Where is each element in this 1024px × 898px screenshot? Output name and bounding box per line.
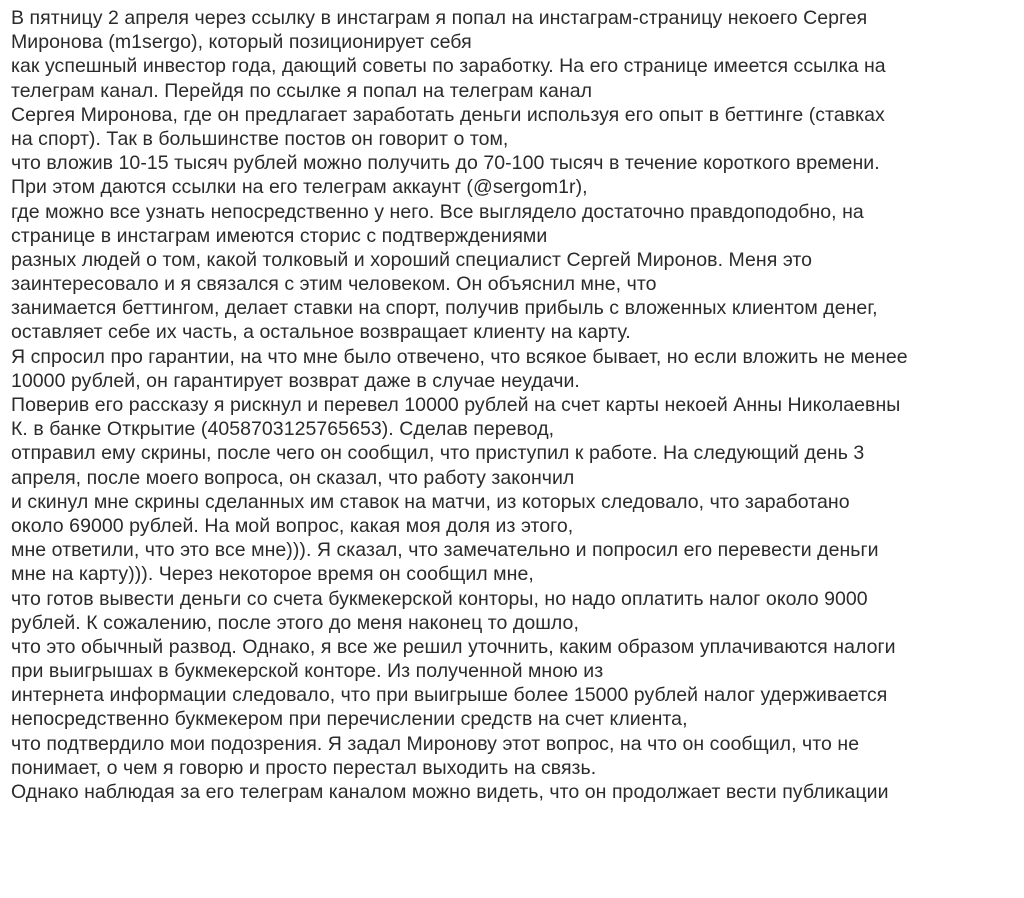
text-line: что вложив 10-15 тысяч рублей можно получить до 70-100 тысяч в течение короткого времени. <box>11 152 880 175</box>
text-line: Миронова (m1sergo), который позиционирует себя <box>11 31 472 54</box>
text-line: телеграм канал. Перейдя по ссылке я попал на телеграм канал <box>11 79 593 102</box>
text-line: интернета информации следовало, что при выигрыше более 15000 рублей налог удерживается <box>11 684 888 707</box>
text-line: Сергея Миронова, где он предлагает заработать деньги используя его опыт в беттинге (ставках <box>11 103 885 126</box>
text-line: где можно все узнать непосредственно у него. Все выглядело достаточно правдоподобно, на <box>11 200 864 223</box>
text-line: 10000 рублей, он гарантирует возврат даже в случае неудачи. <box>11 369 580 392</box>
text-line: Я спросил про гарантии, на что мне было отвечено, что всякое бывает, но если вложить не менее <box>11 345 908 368</box>
text-line: понимает, о чем я говорю и просто перестал выходить на связь. <box>11 756 597 779</box>
text-line: непосредственно букмекером при перечислении средств на счет клиента, <box>11 708 688 731</box>
text-line: рублей. К сожалению, после этого до меня наконец то дошло, <box>11 611 579 634</box>
text-line: Поверив его рассказу я рискнул и перевел 10000 рублей на счет карты некоей Анны Николаевны <box>11 394 901 416</box>
text-line: отправил ему скрины, после чего он сообщил, что приступил к работе. На следующий день 3 <box>11 442 865 465</box>
text-line: Однако наблюдая за его телеграм каналом можно видеть, что он продолжает вести публикации <box>11 781 889 803</box>
text-line: как успешный инвестор года, дающий советы по заработку. На его странице имеется ссылка на <box>11 55 886 78</box>
text-line: около 69000 рублей. На мой вопрос, какая моя доля из этого, <box>11 514 574 537</box>
text-line: мне ответили, что это все мне))). Я сказал, что замечательно и попросил его перевести деньги <box>11 539 879 562</box>
text-line: заинтересовало и я связался с этим человеком. Он объяснил мне, что <box>11 273 657 296</box>
text-line: странице в инстаграм имеются сторис с подтверждениями <box>11 224 548 247</box>
text-line: При этом даются ссылки на его телеграм аккаунт (@sergom1r), <box>11 176 588 199</box>
text-line: оставляет себе их часть, а остальное возвращает клиенту на карту. <box>11 321 631 344</box>
text-line: что готов вывести деньги со счета букмекерской конторы, но надо оплатить налог около 9000 <box>11 587 868 610</box>
text-line: что подтвердило мои подозрения. Я задал Миронову этот вопрос, на что он сообщил, что не <box>11 732 860 755</box>
text-line: занимается беттингом, делает ставки на спорт, получив прибыль с вложенных клиентом денег, <box>11 297 878 320</box>
text-line: что это обычный развод. Однако, я все же решил уточнить, каким образом уплачиваются налоги <box>11 635 896 658</box>
complaint-text <box>11 6 1016 804</box>
text-line: апреля, после моего вопроса, он сказал, что работу закончил <box>11 466 575 489</box>
text-line: К. в банке Открытие (4058703125765653). Сделав перевод, <box>11 418 555 441</box>
text-line: разных людей о том, какой толковый и хороший специалист Сергей Миронов. Меня это <box>11 248 813 271</box>
text-line: и скинул мне скрины сделанных им ставок на матчи, из которых следовало, что заработано <box>11 490 850 513</box>
text-line: при выигрышах в букмекерской конторе. Из полученной мною из <box>11 660 604 683</box>
text-line: В пятницу 2 апреля через ссылку в инстаграм я попал на инстаграм-страницу некоего Сергея <box>11 7 868 29</box>
crop-edge <box>0 892 1024 898</box>
text-line: на спорт). Так в большинстве постов он говорит о том, <box>11 127 509 150</box>
text-line: мне на карту))). Через некоторое время он сообщил мне, <box>11 563 534 586</box>
